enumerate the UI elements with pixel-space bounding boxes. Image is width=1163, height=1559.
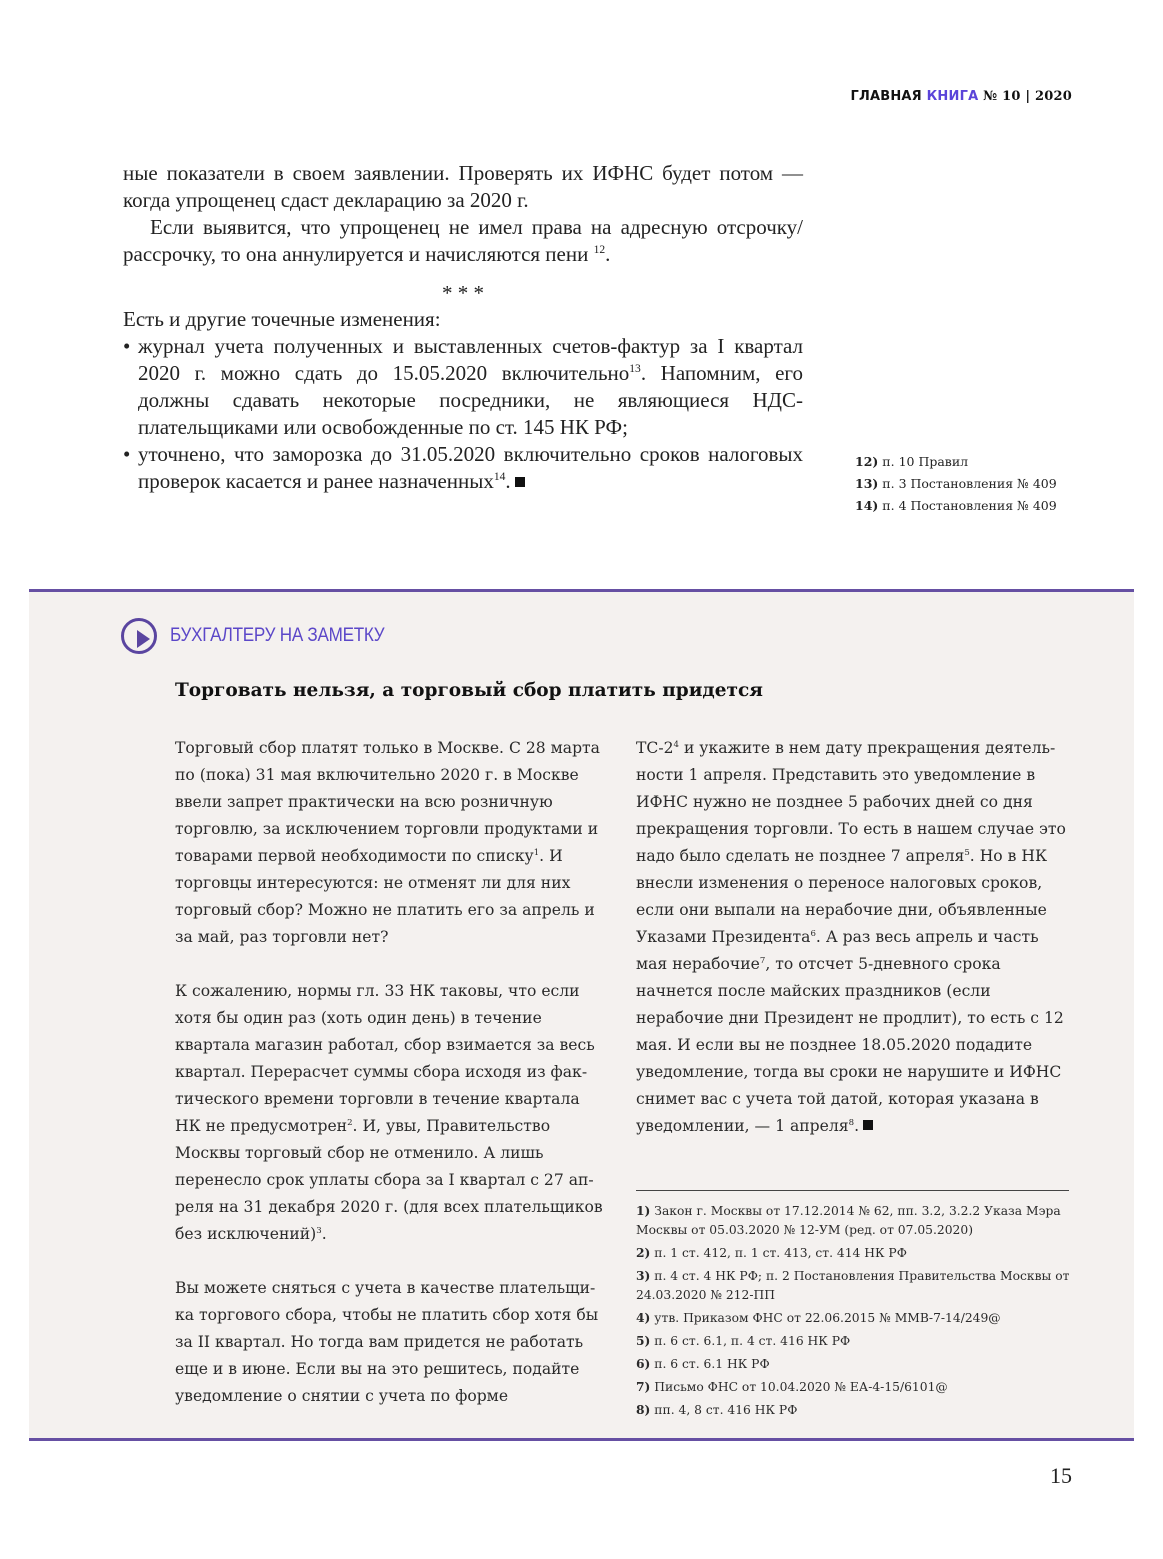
list-intro: Есть и другие точечные изменения: [123,307,441,331]
section-separator: * * * [442,281,484,305]
side-footnotes [855,451,1057,517]
footnote: 3) п. 4 ст. 4 НК РФ; п. 2 Постановления Правительства Москвы от 24.03.2020 № 212-ПП [636,1268,1070,1302]
footnote-ref[interactable]: 14 [493,471,506,483]
list-item: • уточнено, что заморозка до 31.05.2020 включительно сроков налоговых проверок касается и ранее назначенных$^{14}$. [123,441,803,495]
footnote: 4) утв. Приказом ФНС от 22.06.2015 № ММВ-7-14/249@ [636,1310,1001,1325]
box-label-text: БУХГАЛТЕРУ НА ЗАМЕТКУ [170,625,385,646]
box-label [121,618,408,654]
footnote-ref[interactable]: 8 [848,1117,855,1128]
play-circle-icon [121,618,157,654]
footnote: 13) п. 3 Постановления № 409 [855,476,1057,491]
end-of-article-mark [515,477,525,487]
paragraph: К сожалению, нормы гл. 33 НК таковы, что если хотя бы один раз (хоть один день) в течение квартала магазин работал, сбор взимается за весь квартал. Перерасчет суммы сбора исходя из фактического времени торговли в течение квартала НК не предусмотрен$^2$. И, увы, Правительство Москвы торговый сбор не отменило. А лишь перенесло срок уплаты сбора за I квартал с 27 апреля на 31 декабря 2020 г. (для всех плательщиков без исключений)$^3$. [175,982,603,1243]
footnote: 7) Письмо ФНС от 10.04.2020 № ЕА-4-15/6101@ [636,1379,948,1394]
footnote-ref[interactable]: 3 [316,1225,322,1236]
end-of-article-mark [863,1120,873,1130]
box-column-left [175,735,608,1410]
footnote-ref[interactable]: 1 [533,847,540,858]
footnote: 14) п. 4 Постановления № 409 [855,498,1057,513]
footnote-ref[interactable]: 4 [673,739,679,750]
footnote-ref[interactable]: 13 [629,363,641,375]
footnote-ref[interactable]: 5 [964,847,970,858]
accountant-note-box [29,589,1134,1441]
footnote: 5) п. 6 ст. 6.1, п. 4 ст. 416 НК РФ [636,1333,851,1348]
changes-list [123,333,803,495]
footnote-ref[interactable]: 12 [593,244,606,256]
page-number: 15 [1050,1463,1072,1488]
footnote-divider [636,1190,1069,1191]
box-title: Торговать нельзя, а торговый сбор платить придется [175,680,763,701]
paragraph: Вы можете сняться с учета в качестве плательщика торгового сбора, чтобы не платить сбор хотя бы за II квартал. Но тогда вам придется не работать еще и в июне. Если вы на это решитесь, подайте уведомление о снятии с учета по форме [175,1279,599,1405]
paragraph: Если выявится, что упрощенец не имел права на адресную отсрочку/рассрочку, то она аннулируется и начисляются пени $^{12}$. [123,215,803,266]
box-footnotes [636,1201,1076,1423]
footnote: 1) Закон г. Москвы от 17.12.2014 № 62, пп. 3.2, 3.2.2 Указа Мэра Москвы от 05.03.2020 № 12-УМ (ред. от 07.05.2020) [636,1203,1061,1237]
main-article-text [123,160,803,495]
footnote: 6) п. 6 ст. 6.1 НК РФ [636,1356,770,1371]
footnote: 12) п. 10 Правил [855,454,969,469]
box-column-right [636,735,1069,1140]
footnote: 2) п. 1 ст. 412, п. 1 ст. 413, ст. 414 НК РФ [636,1245,907,1260]
paragraph: $ТС-2^4$ и укажите в нем дату прекращения деятельности 1 апреля. Представить это уведомление в ИФНС нужно не позднее 5 рабочих дней со дня прекращения торговли. То есть в нашем случае это надо было сделать не позднее 7 апреля$^5$. Но в НК внесли изменения о переносе налоговых сроков, если они выпали на нерабочие дни, объявленные Указами Президента$^6$. А раз весь апрель и часть мая нерабочие$^7$, то отсчет 5-дневного срока начнется после майских праздников (если нерабочие дни Президент не продлит), то есть с 12 мая. И если вы не позднее 18.05.2020 подадите уведомление, тогда вы сроки не нарушите и ИФНС снимет вас с учета той датой, которая указана в уведомлении, — 1 апреля$^8$. [636,739,1066,1135]
footnote-ref[interactable]: 7 [759,955,766,966]
magazine-name-part1: ГЛАВНАЯ [850,89,922,104]
paragraph: ные показатели в своем заявлении. Проверять их ИФНС будет потом — когда упрощенец сдаст декларацию за 2020 г. [123,161,803,212]
running-header [850,89,1072,104]
footnote-ref[interactable]: 6 [810,928,816,939]
list-item: • журнал учета полученных и выставленных счетов-фактур за I квартал 2020 г. можно сдать до 15.05.2020 включительно$^{13}$. Напомним, его должны сдавать некоторые посредники, не являющиеся НДС-плательщиками или освобожденные по ст. 145 НК РФ; [123,333,803,441]
paragraph: Торговый сбор платят только в Москве. С 28 марта по (пока) 31 мая включительно 2020 г. в Москве ввели запрет практически на всю розничную торговлю, за исключением торговли продуктами и товарами первой необходимости по списку$^1$. И торговцы интересуются: не отменят ли для них торговый сбор? Можно не платить его за апрель и за май, раз торговли нет? [175,739,600,946]
magazine-name-part2: КНИГА [926,89,979,104]
footnote-ref[interactable]: 2 [347,1117,353,1128]
footnote: 8) пп. 4, 8 ст. 416 НК РФ [636,1402,798,1417]
issue-number: № 10 | 2020 [983,89,1072,104]
